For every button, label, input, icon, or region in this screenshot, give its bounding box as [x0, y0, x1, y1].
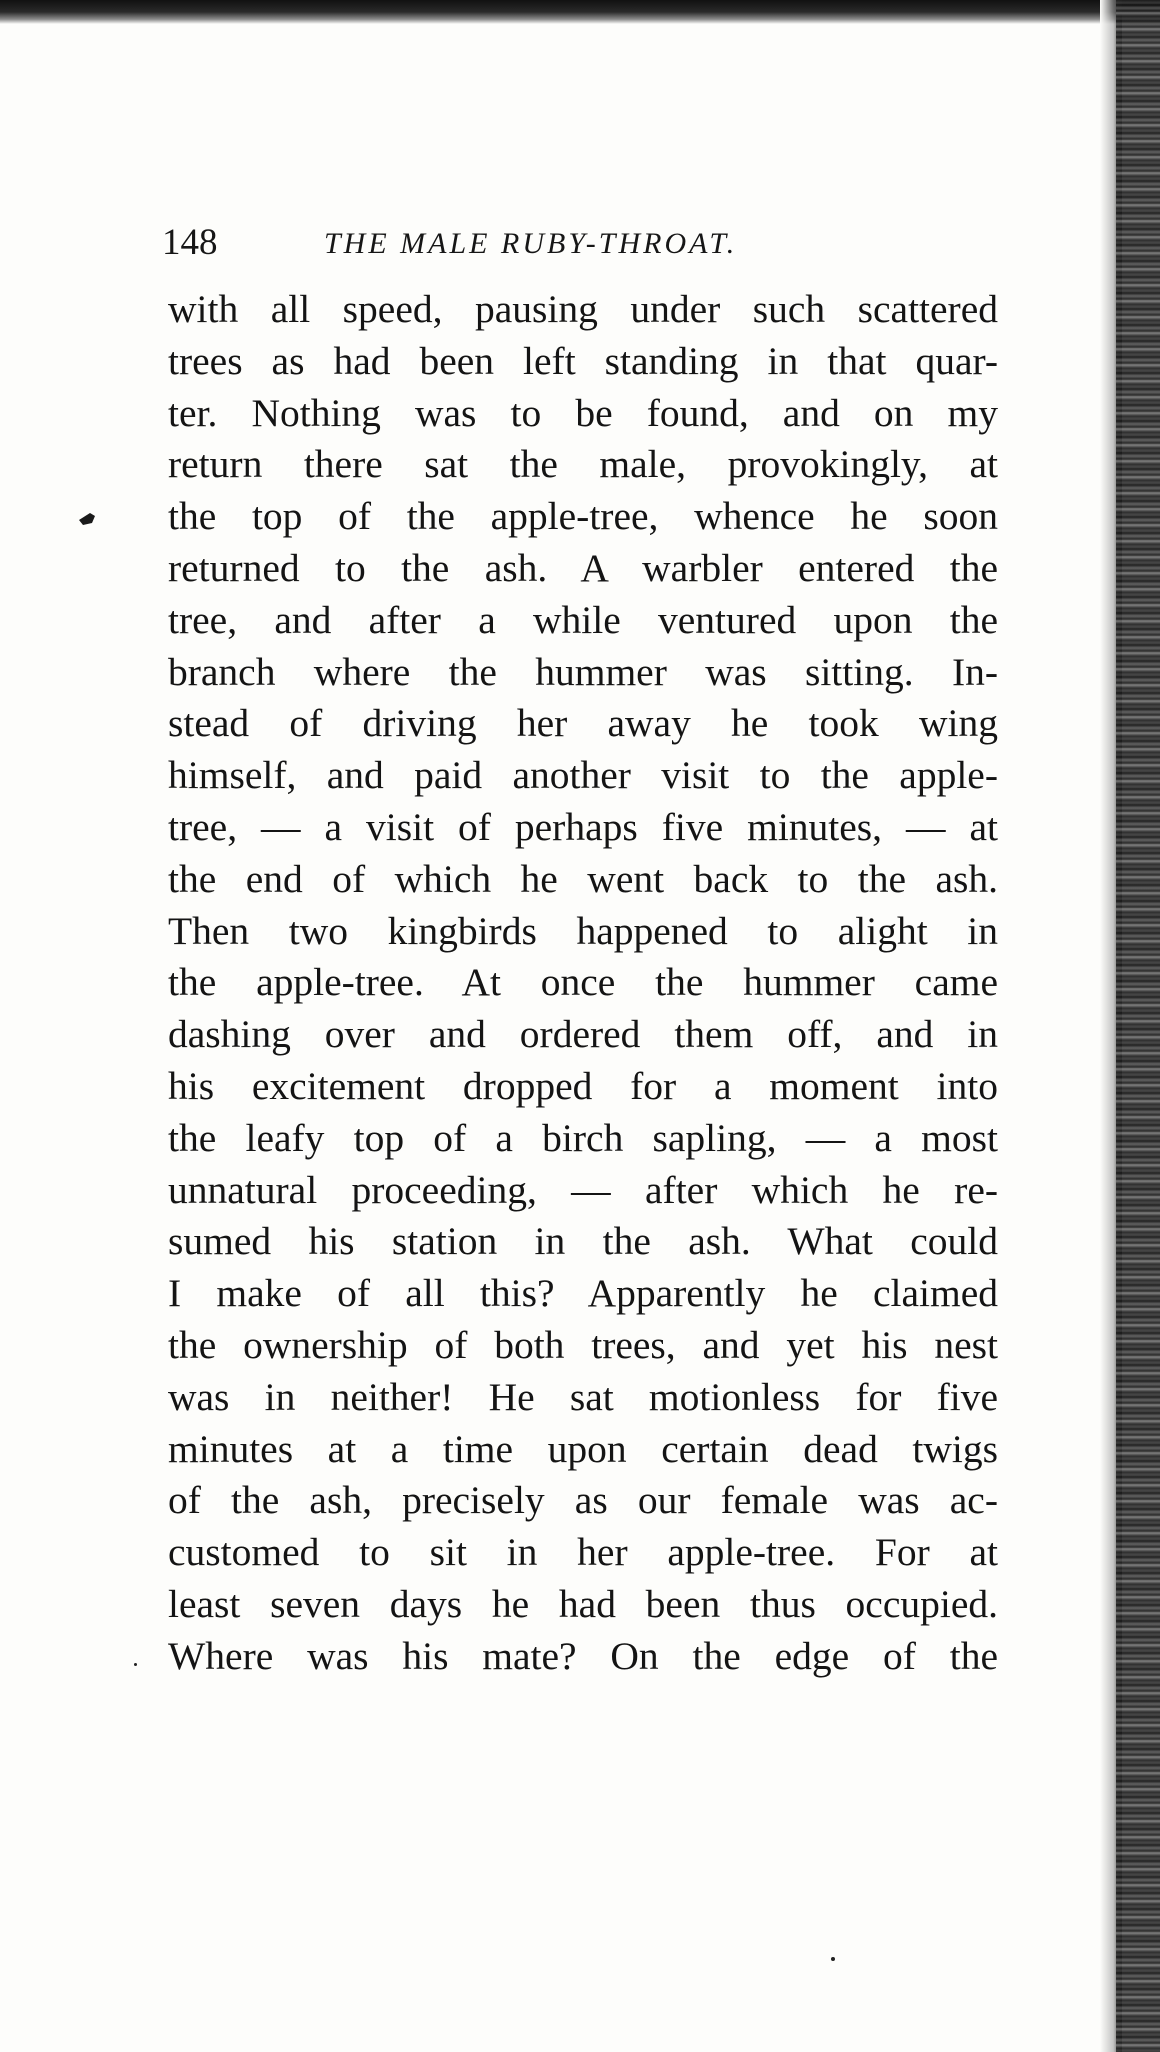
text-line: dashing over and ordered them off, and in [168, 1012, 998, 1057]
text-line: himself, and paid another visit to the apple- [168, 753, 998, 798]
ink-speck [831, 1957, 835, 1961]
text-line: stead of driving her away he took wing [168, 701, 998, 746]
ink-speck [134, 1663, 137, 1666]
scan-top-edge [0, 0, 1160, 24]
text-line: his excitement dropped for a moment into [168, 1063, 998, 1108]
text-line: the top of the apple-tree, whence he soon [168, 494, 998, 539]
scan-right-edge [1116, 0, 1160, 2052]
text-line: sumed his station in the ash. What could [168, 1219, 998, 1264]
text-line: least seven days he had been thus occupied. [168, 1581, 998, 1626]
text-line: the apple-tree. At once the hummer came [168, 960, 998, 1005]
text-line: Where was his mate? On the edge of the [168, 1633, 998, 1678]
text-line: the leafy top of a birch sapling, — a most [168, 1115, 998, 1160]
running-title: THE MALE RUBY-THROAT. [324, 227, 738, 260]
text-line: of the ash, precisely as our female was ac- [168, 1478, 998, 1523]
text-line: Then two kingbirds happened to alight in [168, 908, 998, 953]
text-line: customed to sit in her apple-tree. For at [168, 1530, 998, 1575]
text-line: was in neither! He sat motionless for five [168, 1374, 998, 1419]
text-line: tree, and after a while ventured upon the [168, 597, 998, 642]
text-line: branch where the hummer was sitting. In- [168, 649, 998, 694]
page-header [162, 218, 1022, 268]
margin-mark-icon [78, 512, 96, 526]
text-line: with all speed, pausing under such scattered [168, 287, 998, 331]
body-text [168, 284, 998, 1683]
text-line: returned to the ash. A warbler entered the [168, 545, 998, 590]
text-line: tree, — a visit of perhaps five minutes, — at [168, 804, 998, 849]
text-line: the ownership of both trees, and yet his nest [168, 1322, 998, 1367]
text-line: minutes at a time upon certain dead twigs [168, 1426, 998, 1471]
text-line: trees as had been left standing in that quar- [168, 338, 998, 383]
text-line: the end of which he went back to the ash. [168, 856, 998, 901]
page-number: 148 [162, 222, 218, 263]
text-line: return there sat the male, provokingly, at [168, 442, 998, 487]
text-line: unnatural proceeding, — after which he re- [168, 1167, 998, 1212]
text-line: I make of all this? Apparently he claimed [168, 1271, 998, 1316]
text-line: ter. Nothing was to be found, and on my [168, 390, 998, 435]
